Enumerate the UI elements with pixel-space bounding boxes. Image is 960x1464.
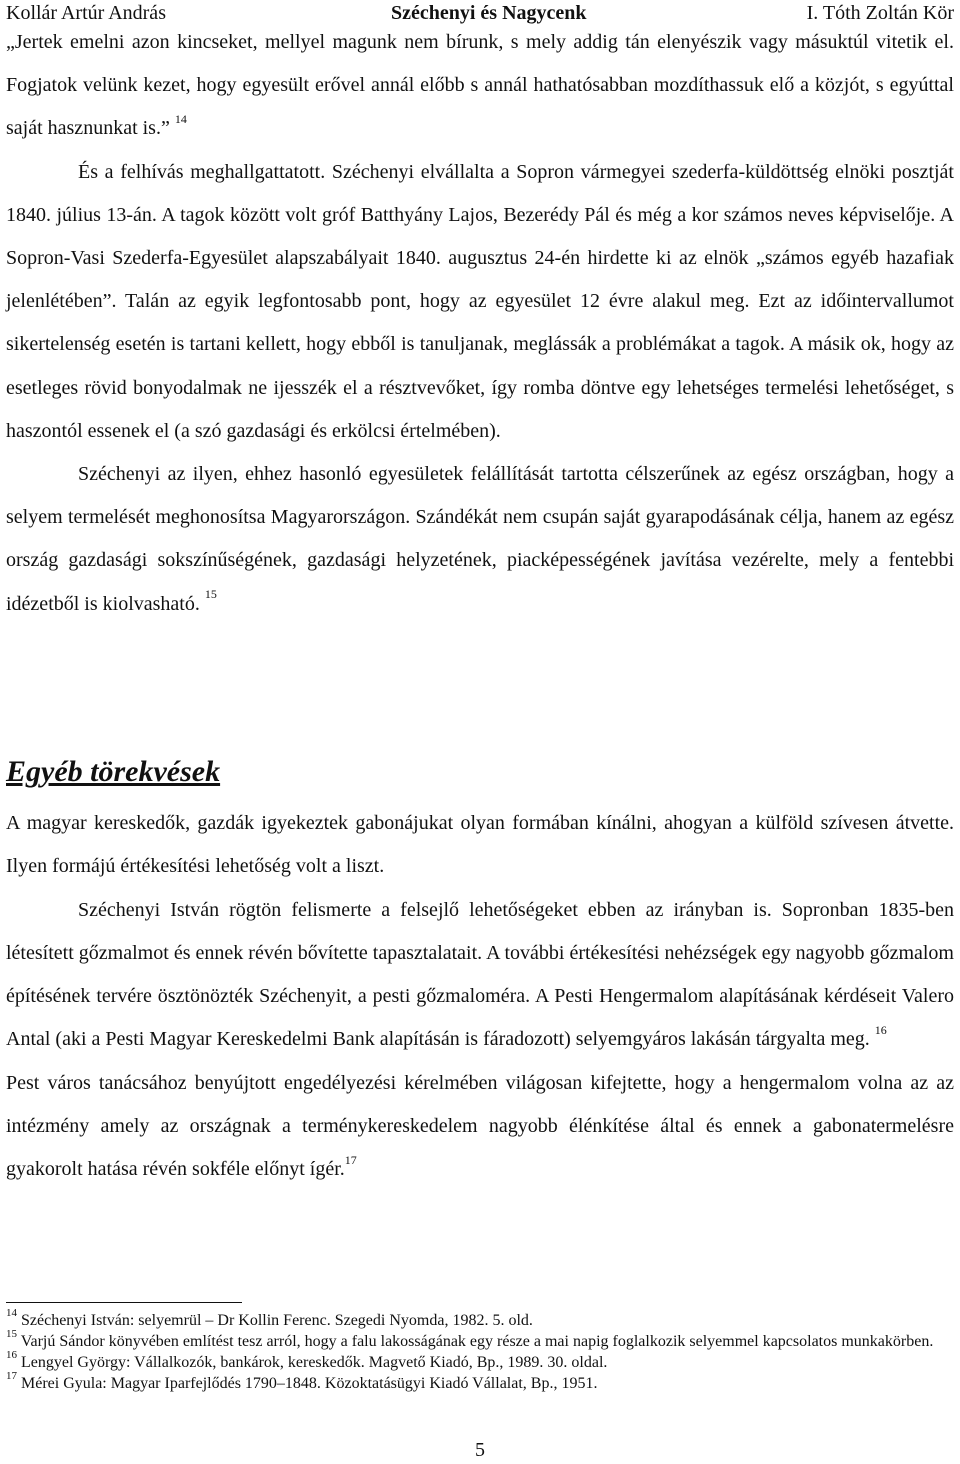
paragraph-text: És a felhívás meghallgattatott. Széchenyi elvállalta a Sopron vármegyei szederfa-küldöttség elnöki posztját 1840. július 13-án. A tagok között volt gróf Batthyány Lajos, Bezerédy Pál és még a kor számos neves képviselője. A Sopron-Vasi Szederfa-Egyesület alapszabályait 1840. augusztus 24-én hirdette ki az elnök „számos egyéb hazafiak jelenlétében”. Talán az egyik legfontosabb pont, hogy az egyesület 12 évre alakul meg. Ezt az időintervallumot sikertelenség esetén is tartani kellett, hogy ebből is tanuljanak, meglássák a problémákat a tagok. A másik ok, hogy az esetleges rövid bonyodalmak ne ijesszék el a résztvevőket, így romba döntve egy lehetséges termelési lehetőséget, s haszontól essenek el (a szó gazdasági és erkölcsi értelmében). xyxy=(6,160,954,442)
footnote-item xyxy=(6,1327,954,1352)
paragraph-text: A magyar kereskedők, gazdák igyekeztek gabonájukat olyan formában kínálni, ahogyan a külföld szívesen átvette. Ilyen formájú értékesítési lehetőség volt a liszt. xyxy=(6,812,954,878)
paragraph-text: Széchenyi István rögtön felismerte a felsejlő lehetőségeket ebben az irányban is. Sopronban 1835-ben létesített gőzmalmot és ennek révén bővítette tapasztalatait. A további értékesítési nehézségek egy nagyobb gőzmalom építésének tervére ösztönözték Széchenyit, a pesti gőzmaloméra. A Pesti Hengermalom alapításának kérdéseit Valero Antal (aki a Pesti Magyar Kereskedelmi Bank alapításán is fáradozott) selyemgyáros lakásán tárgyalta meg. xyxy=(6,898,954,1051)
footnote-number: 17 xyxy=(6,1369,17,1382)
paragraph-text: Pest város tanácsához benyújtott engedélyezési kérelmében világosan kifejtette, hogy a hengermalom volna az az intézmény amely az országnak a terménykereskedelem nagyobb élénkítése által és ennek a gabonatermelésre gyakorolt hatása révén sokféle előnyt ígér. xyxy=(6,1071,954,1181)
page-number: 5 xyxy=(475,1439,485,1461)
paragraph-text: Széchenyi az ilyen, ehhez hasonló egyesületek felállítását tartotta célszerűnek az egész országban, hogy a selyem termelését meghonosítsa Magyarországon. Szándékát nem csupán saját gyarapodásának célja, hanem az egész ország gazdasági sokszínűségének, gazdasági helyzetének, piacképességének javítása vezérelte, mely a fentebbi idézetből is kiolvasható. xyxy=(6,463,954,615)
header-title: Széchenyi és Nagycenk xyxy=(391,2,587,24)
body-paragraph xyxy=(6,889,954,1062)
footnote-ref: 14 xyxy=(174,111,187,126)
footnote-text: Mérei Gyula: Magyar Iparfejlődés 1790–1848. Közoktatásügyi Kiadó Vállalat, Bp., 1951. xyxy=(21,1375,598,1392)
body-paragraph xyxy=(6,1062,954,1192)
footnote-ref: 17 xyxy=(344,1152,357,1167)
footnote-number: 16 xyxy=(6,1348,17,1361)
body-paragraph xyxy=(6,453,954,626)
footnote-divider xyxy=(6,1302,242,1303)
header-circle: I. Tóth Zoltán Kör xyxy=(806,2,954,24)
footnote-text: Lengyel György: Vállalkozók, bankárok, kereskedők. Magvető Kiadó, Bp., 1989. 30. oldal. xyxy=(21,1354,608,1371)
section-heading: Egyéb törekvések xyxy=(6,755,221,788)
footnote-ref: 16 xyxy=(874,1022,887,1037)
section-text xyxy=(6,802,954,1192)
paragraph-text: „Jertek emelni azon kincseket, mellyel magunk nem bírunk, s mely addig tán elenyészik vagy másuktúl vitetik el. Fogjatok velünk kezet, hogy egyesült erővel annál előbb s annál hathatósabban mozdíthassuk elő a közjót, s egyúttal saját hasznunkat is.” xyxy=(6,31,954,140)
footnote-item xyxy=(6,1348,954,1373)
footnote-number: 14 xyxy=(6,1306,17,1319)
body-paragraph xyxy=(6,151,954,453)
footnote-text: Varjú Sándor könyvében említést tesz arról, hogy a falu lakosságának egy része a mai napig foglalkozik selyemmel kapcsolatos munkakörben. xyxy=(20,1333,934,1350)
footnote-ref: 15 xyxy=(204,586,217,601)
footnotes xyxy=(6,1306,954,1394)
footnote-text: Széchenyi István: selyemrül – Dr Kollin Ferenc. Szegedi Nyomda, 1982. 5. old. xyxy=(21,1312,533,1329)
footnote-item xyxy=(6,1369,954,1394)
header-author: Kollár Artúr András xyxy=(6,2,166,24)
quote-paragraph xyxy=(6,21,954,151)
main-text xyxy=(6,21,954,626)
footnote-number: 15 xyxy=(6,1327,17,1340)
body-paragraph xyxy=(6,802,954,889)
footnote-item xyxy=(6,1306,954,1331)
